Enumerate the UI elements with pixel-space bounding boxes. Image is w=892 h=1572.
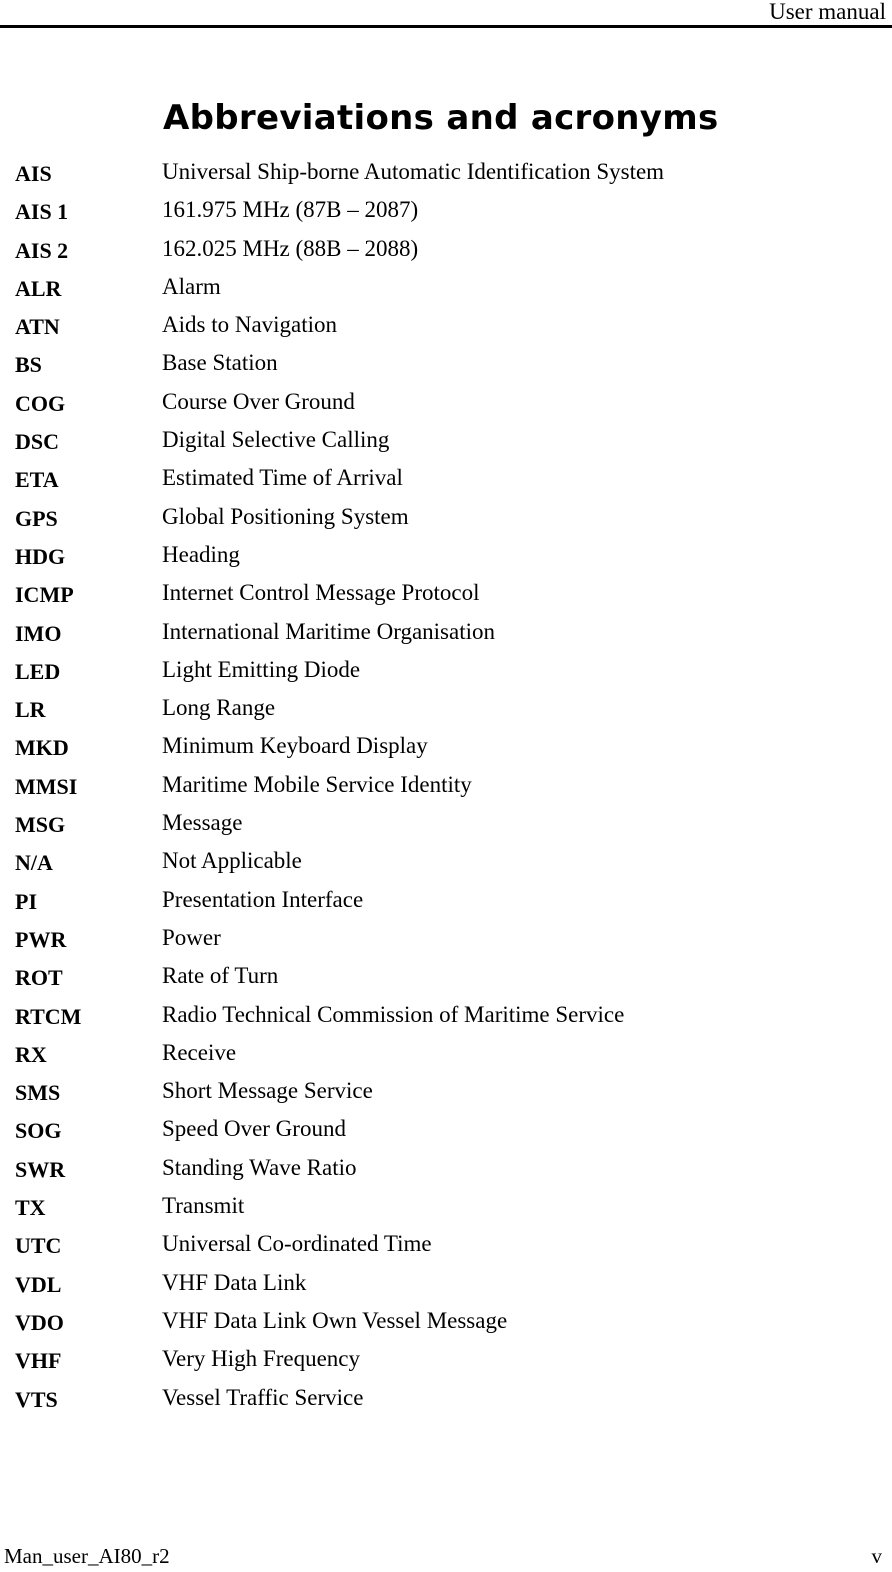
abbreviation-row xyxy=(0,806,892,844)
running-header: User manual xyxy=(769,0,886,24)
abbreviation-row xyxy=(0,308,892,346)
abbreviation-row xyxy=(0,1189,892,1227)
abbreviation-term: TX xyxy=(15,1195,46,1221)
abbreviation-definition: Digital Selective Calling xyxy=(162,427,390,453)
abbreviation-term: MMSI xyxy=(15,773,78,799)
abbreviation-term: LED xyxy=(15,658,61,684)
abbreviation-definition: Vessel Traffic Service xyxy=(162,1384,364,1410)
abbreviation-term: AIS 1 xyxy=(15,199,69,225)
abbreviation-row xyxy=(0,1227,892,1265)
abbreviation-row xyxy=(0,270,892,308)
abbreviation-definition: Long Range xyxy=(162,695,276,721)
abbreviation-row xyxy=(0,346,892,384)
abbreviation-row xyxy=(0,1266,892,1304)
abbreviation-row xyxy=(0,1074,892,1112)
abbreviation-list xyxy=(0,155,892,1419)
abbreviation-definition: Radio Technical Commission of Maritime Service xyxy=(162,1001,625,1027)
abbreviation-definition: Light Emitting Diode xyxy=(162,656,361,682)
abbreviation-term: HDG xyxy=(15,543,66,569)
abbreviation-definition: Aids to Navigation xyxy=(162,312,338,338)
abbreviation-term: AIS 2 xyxy=(15,237,69,263)
abbreviation-definition: Not Applicable xyxy=(162,848,302,874)
abbreviation-definition: Standing Wave Ratio xyxy=(162,1154,357,1180)
abbreviation-row xyxy=(0,385,892,423)
abbreviation-definition: Heading xyxy=(162,541,240,567)
abbreviation-row xyxy=(0,691,892,729)
abbreviation-row xyxy=(0,1036,892,1074)
abbreviation-definition: Universal Ship-borne Automatic Identification System xyxy=(162,159,665,184)
abbreviation-row xyxy=(0,1381,892,1419)
abbreviation-row xyxy=(0,883,892,921)
abbreviation-term: ICMP xyxy=(15,582,74,608)
abbreviation-term: AIS xyxy=(15,161,52,186)
abbreviation-row xyxy=(0,768,892,806)
abbreviation-definition: Estimated Time of Arrival xyxy=(162,465,403,491)
abbreviation-row xyxy=(0,155,892,193)
abbreviation-term: PWR xyxy=(15,926,67,952)
abbreviation-term: ALR xyxy=(15,275,62,301)
abbreviation-definition: Rate of Turn xyxy=(162,963,279,989)
abbreviation-term: UTC xyxy=(15,1233,62,1259)
abbreviation-definition: Power xyxy=(162,924,221,950)
abbreviation-row xyxy=(0,500,892,538)
abbreviation-definition: 162.025 MHz (88B – 2088) xyxy=(162,235,419,261)
abbreviation-definition: VHF Data Link xyxy=(162,1269,307,1295)
abbreviation-definition: Short Message Service xyxy=(162,1078,373,1104)
abbreviation-row xyxy=(0,423,892,461)
footer-page-number: v xyxy=(871,1544,882,1568)
abbreviation-term: GPS xyxy=(15,505,58,531)
abbreviation-definition: Global Positioning System xyxy=(162,503,409,529)
abbreviation-term: COG xyxy=(15,390,66,416)
abbreviation-term: VHF xyxy=(15,1348,62,1374)
abbreviation-term: LR xyxy=(15,697,46,723)
abbreviation-definition: Message xyxy=(162,810,243,836)
abbreviation-row xyxy=(0,959,892,997)
abbreviation-term: BS xyxy=(15,352,42,378)
abbreviation-definition: Base Station xyxy=(162,350,278,376)
header-rule xyxy=(0,25,892,28)
abbreviation-definition: Transmit xyxy=(162,1193,245,1219)
abbreviation-row xyxy=(0,844,892,882)
abbreviation-row xyxy=(0,1112,892,1150)
abbreviation-row xyxy=(0,232,892,270)
abbreviation-term: ROT xyxy=(15,965,63,991)
abbreviation-definition: Universal Co-ordinated Time xyxy=(162,1231,432,1257)
abbreviation-definition: Alarm xyxy=(162,273,221,299)
abbreviation-term: PI xyxy=(15,888,37,914)
abbreviation-term: N/A xyxy=(15,850,53,876)
abbreviation-term: ETA xyxy=(15,467,59,493)
abbreviation-term: SWR xyxy=(15,1156,66,1182)
abbreviation-term: IMO xyxy=(15,620,62,646)
abbreviation-row xyxy=(0,576,892,614)
abbreviation-definition: International Maritime Organisation xyxy=(162,618,495,644)
abbreviation-row xyxy=(0,1342,892,1380)
abbreviation-term: VTS xyxy=(15,1386,58,1412)
abbreviation-definition: Internet Control Message Protocol xyxy=(162,580,480,606)
abbreviation-term: SOG xyxy=(15,1118,62,1144)
abbreviation-definition: 161.975 MHz (87B – 2087) xyxy=(162,197,419,223)
abbreviation-definition: Speed Over Ground xyxy=(162,1116,346,1142)
footer-document-id: Man_user_AI80_r2 xyxy=(4,1544,170,1568)
abbreviation-definition: Very High Frequency xyxy=(162,1346,361,1372)
abbreviation-row xyxy=(0,461,892,499)
abbreviation-term: VDO xyxy=(15,1309,64,1335)
abbreviation-term: RX xyxy=(15,1041,47,1067)
abbreviation-term: RTCM xyxy=(15,1003,82,1029)
abbreviation-term: MSG xyxy=(15,812,66,838)
abbreviation-row xyxy=(0,1304,892,1342)
abbreviation-row xyxy=(0,653,892,691)
abbreviation-definition: VHF Data Link Own Vessel Message xyxy=(162,1307,508,1333)
abbreviation-term: ATN xyxy=(15,314,60,340)
abbreviation-term: VDL xyxy=(15,1271,62,1297)
abbreviation-row xyxy=(0,998,892,1036)
abbreviation-term: SMS xyxy=(15,1080,61,1106)
page-title: Abbreviations and acronyms xyxy=(163,98,719,138)
abbreviation-definition: Minimum Keyboard Display xyxy=(162,733,428,759)
abbreviation-definition: Maritime Mobile Service Identity xyxy=(162,771,472,797)
abbreviation-row xyxy=(0,615,892,653)
abbreviation-term: DSC xyxy=(15,429,60,455)
abbreviation-row xyxy=(0,729,892,767)
abbreviation-definition: Course Over Ground xyxy=(162,388,355,414)
abbreviation-row xyxy=(0,921,892,959)
abbreviation-row xyxy=(0,538,892,576)
abbreviation-term: MKD xyxy=(15,735,69,761)
abbreviation-definition: Presentation Interface xyxy=(162,886,364,912)
abbreviation-row xyxy=(0,1151,892,1189)
abbreviation-definition: Receive xyxy=(162,1039,237,1065)
abbreviation-row xyxy=(0,193,892,231)
